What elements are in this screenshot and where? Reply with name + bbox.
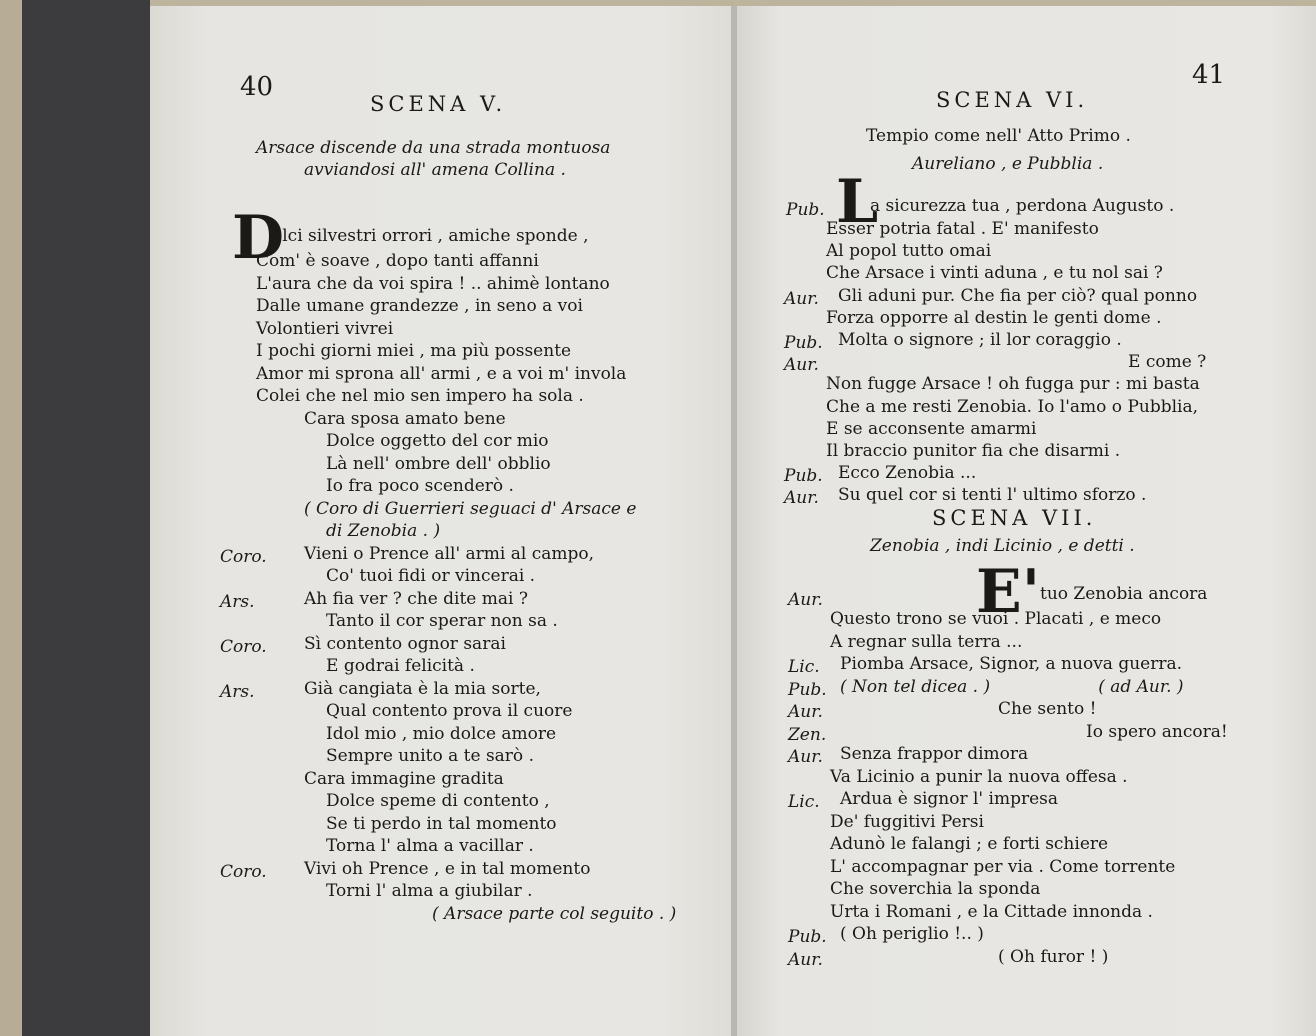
speaker-label: Ars. [220, 591, 255, 612]
verse-line: ( Oh periglio !.. ) [840, 924, 984, 944]
verse-line: Forza opporre al destin le genti dome . [826, 307, 1162, 328]
verse-line: Dolce speme di contento , [326, 791, 550, 811]
book-spine [22, 0, 150, 1036]
book-gutter [731, 6, 737, 1036]
verse-line: Ah fia ver ? che dite mai ? [304, 588, 528, 609]
speaker-label: Pub. [788, 679, 827, 700]
verse-line: Torni l' alma a giubilar . [326, 881, 533, 901]
verse-line: Ardua è signor l' impresa [840, 789, 1058, 809]
speaker-label: Coro. [220, 546, 267, 567]
scene-5-direction-line-1: Arsace discende da una strada montuosa [256, 138, 611, 158]
verse-line: Va Licinio a punir la nuova offesa . [830, 766, 1128, 787]
scene-7-first-line: tuo Zenobia ancora [1040, 584, 1208, 604]
speaker-label: Aur. [784, 355, 819, 376]
verse-line: Adunò le falangi ; e forti schiere [830, 834, 1109, 854]
verse-line: Com' è soave , dopo tanti affanni [256, 251, 539, 271]
verse-line: Questo trono se vuoi . Placati , e meco [830, 609, 1162, 629]
scene-5-drop-cap: D [232, 203, 285, 273]
verse-line: Tanto il cor sperar non sa . [326, 611, 558, 631]
verse-line: Il braccio punitor fia che disarmi . [826, 441, 1121, 461]
verse-line: Sì contento ognor sarai [304, 633, 506, 654]
speaker-label: Lic. [788, 792, 820, 812]
verse-line: Molta o signore ; il lor coraggio . [838, 330, 1122, 350]
scene-5-first-line: olci silvestri orrori , amiche sponde , [272, 226, 589, 246]
verse-line: Dalle umane grandezze , in seno a voi [256, 296, 583, 316]
verse-line: Già cangiata è la mia sorte, [304, 678, 541, 699]
verse-line: Cara sposa amato bene [304, 408, 506, 429]
verse-line: ( Arsace parte col seguito . ) [432, 903, 677, 924]
verse-line: Vivi oh Prence , e in tal momento [304, 858, 591, 879]
verse-line: Amor mi sprona all' armi , e a voi m' invola [256, 363, 627, 384]
scene-5-title: SCENA V. [370, 92, 507, 116]
verse-line: ( Oh furor ! ) [998, 946, 1109, 967]
verse-line: Là nell' ombre dell' obblio [326, 453, 551, 474]
verse-line: ( Non tel dicea . ) ( ad Aur. ) [840, 676, 1184, 697]
speaker-label: Aur. [784, 288, 819, 309]
speaker-label: Pub. [784, 466, 823, 487]
scene-6-first-line: a sicurezza tua , perdona Augusto . [870, 196, 1175, 216]
verse-line: E se acconsente amarmi [826, 418, 1037, 439]
verse-line: Che a me resti Zenobia. Io l'amo o Pubblia, [826, 396, 1199, 417]
speaker-label: Aur. [788, 949, 823, 970]
scene-6-title: SCENA VI. [936, 88, 1089, 112]
speaker-label: Pub. [784, 333, 823, 353]
verse-line: Urta i Romani , e la Cittade innonda . [830, 901, 1153, 922]
verse-line: Idol mio , mio dolce amore [326, 723, 557, 744]
verse-line: Ecco Zenobia ... [838, 463, 977, 484]
verse-line: Non fugge Arsace ! oh fugga pur : mi basta [826, 374, 1200, 395]
verse-line: Piomba Arsace, Signor, a nuova guerra. [840, 654, 1183, 674]
verse-line: I pochi giorni miei , ma più possente [256, 341, 572, 361]
verse-line: Io fra poco scenderò . [326, 476, 514, 496]
verse-line: Volontieri vivrei [256, 318, 394, 339]
speaker-label: Coro. [220, 861, 267, 882]
scene-7-characters: Zenobia , indi Licinio , e detti . [870, 536, 1135, 556]
verse-line: Esser potria fatal . E' manifesto [826, 219, 1099, 239]
scene-5-direction-line-2: avviandosi all' amena Collina . [304, 160, 566, 180]
scene-6-drop-cap: L [836, 167, 879, 237]
verse-line: Colei che nel mio sen impero ha sola . [256, 386, 584, 406]
scene-6-characters: Aureliano , e Pubblia . [912, 154, 1104, 174]
verse-line: Sempre unito a te sarò . [326, 746, 534, 766]
scene-7-drop-cap: E' [976, 557, 1041, 627]
speaker-label: Coro. [220, 636, 267, 657]
scene-6-first-speaker: Pub. [786, 200, 825, 220]
scene-7-title: SCENA VII. [932, 506, 1097, 530]
verse-line: Che Arsace i vinti aduna , e tu nol sai ? [826, 263, 1163, 284]
left-background-edge [0, 0, 22, 1036]
speaker-label: Pub. [788, 927, 827, 947]
verse-line: E come ? [1128, 352, 1207, 373]
speaker-label: Aur. [788, 702, 823, 722]
left-page-number: 40 [240, 72, 274, 102]
verse-line: A regnar sulla terra ... [830, 631, 1023, 652]
verse-line: Vieni o Prence all' armi al campo, [304, 543, 595, 564]
right-page-number: 41 [1192, 60, 1226, 90]
verse-line: Co' tuoi fidi or vincerai . [326, 566, 536, 586]
scene-7-first-speaker: Aur. [788, 590, 823, 610]
verse-line: L'aura che da voi spira ! .. ahimè lontano [256, 273, 610, 294]
verse-line: Cara immagine gradita [304, 768, 504, 789]
speaker-label: Ars. [220, 681, 255, 702]
verse-line: Torna l' alma a vacillar . [326, 836, 534, 856]
verse-line: Senza frappor dimora [840, 744, 1029, 764]
verse-line: Dolce oggetto del cor mio [326, 431, 549, 451]
verse-line: Gli aduni pur. Che fia per ciò? qual ponno [838, 285, 1198, 306]
speaker-label: Zen. [788, 724, 827, 745]
verse-line: Su quel cor si tenti l' ultimo sforzo . [838, 485, 1147, 506]
verse-line: Al popol tutto omai [826, 241, 992, 262]
verse-line: Qual contento prova il cuore [326, 701, 573, 721]
verse-line: di Zenobia . ) [326, 521, 441, 541]
verse-line: Io spero ancora! [1086, 721, 1228, 742]
verse-line: Che soverchia la sponda [830, 879, 1041, 899]
verse-line: Che sento ! [998, 699, 1097, 719]
speaker-label: Lic. [788, 657, 820, 677]
verse-line: L' accompagnar per via . Come torrente [830, 856, 1176, 877]
speaker-label: Aur. [784, 488, 819, 509]
verse-line: Se ti perdo in tal momento [326, 813, 557, 834]
verse-line: E godrai felicità . [326, 656, 475, 676]
verse-line: ( Coro di Guerrieri seguaci d' Arsace e [304, 498, 637, 519]
scene-6-setting: Tempio come nell' Atto Primo . [866, 126, 1131, 146]
speaker-label: Aur. [788, 747, 823, 767]
verse-line: De' fuggitivi Persi [830, 811, 984, 832]
